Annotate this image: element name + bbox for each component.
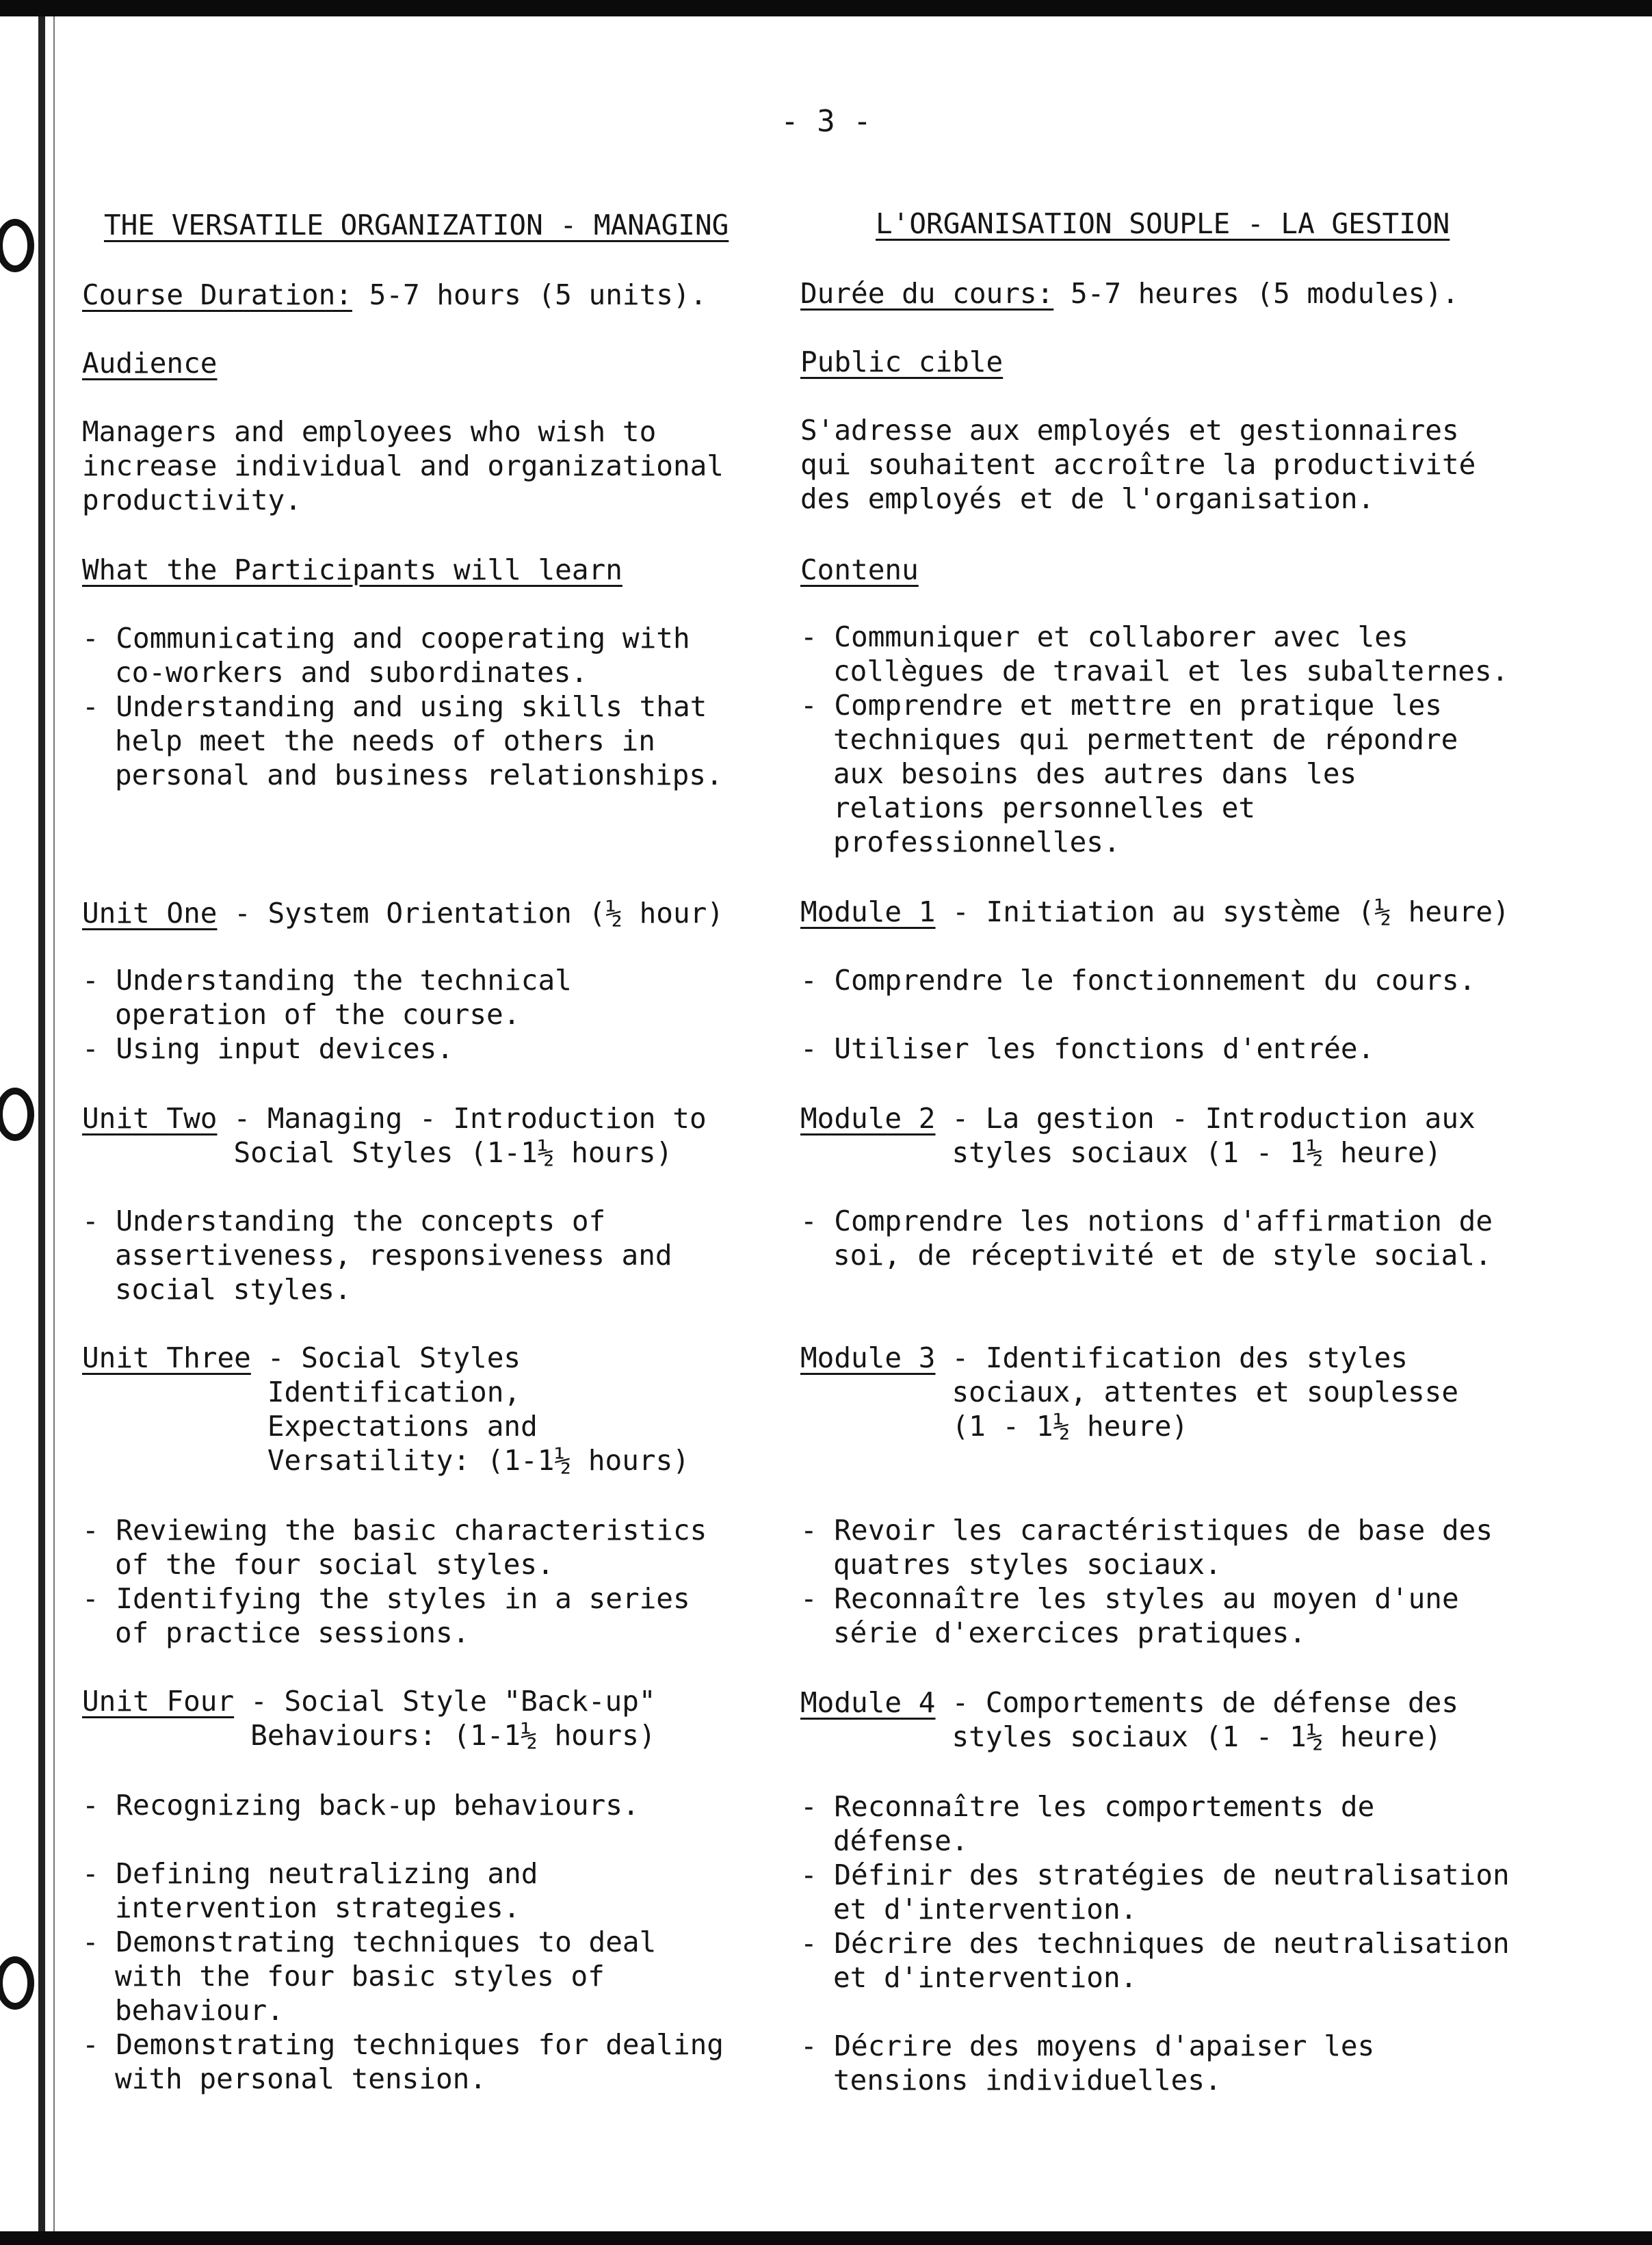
english-duration-value: 5-7 hours (5 units). [369, 278, 707, 311]
french-module-1-label: Module 1 [800, 895, 936, 928]
english-unit-one-heading [82, 896, 724, 930]
french-module-item: - Utiliser les fonctions d'entrée. [800, 1032, 1375, 1065]
french-module-item: - Comprendre le fonctionnement du cours. [800, 964, 1476, 997]
english-unit-item: - Understanding the concepts of assertiveness, responsiveness and social styles. [82, 1205, 672, 1306]
english-unit-item: - Recognizing back-up behaviours. [82, 1789, 640, 1822]
english-unit-item: - Reviewing the basic characteristics of the four social styles. [82, 1514, 707, 1581]
french-duration-label: Durée du cours: [800, 277, 1054, 310]
french-learn-item: - Comprendre et mettre en pratique les techniques qui permettent de répondre aux besoins des autres dans les relations personnelles et professionnelles. [800, 689, 1458, 858]
english-unit-item: - Understanding the technical operation of the course. [82, 964, 572, 1031]
english-course-title: THE VERSATILE ORGANIZATION - MANAGING [104, 209, 729, 241]
french-module-3-label: Module 3 [800, 1341, 936, 1374]
french-module-item: - Comprendre les notions d'affirmation de soi, de réceptivité et de style social. [800, 1205, 1493, 1272]
english-unit-item: - Demonstrating techniques to deal with the four basic styles of behaviour. [82, 1926, 657, 2027]
french-course-title: L'ORGANISATION SOUPLE - LA GESTION [876, 207, 1450, 240]
english-unit-item: - Identifying the styles in a series of practice sessions. [82, 1582, 690, 1649]
english-unit-four-label: Unit Four [82, 1685, 235, 1718]
scan-left-margin-line [53, 16, 55, 2231]
french-module-item: - Revoir les caractéristiques de base des quatres styles sociaux. [800, 1514, 1493, 1581]
french-audience-heading: Public cible [800, 345, 1004, 378]
french-module-item: - Décrire des moyens d'apaiser les tensions individuelles. [800, 2030, 1375, 2097]
french-module-2-title: - La gestion - Introduction aux styles sociaux (1 - 1½ heure) [952, 1102, 1476, 1169]
french-module-item: - Définir des stratégies de neutralisation et d'intervention. [800, 1859, 1510, 1926]
binder-hole-middle [0, 1088, 34, 1141]
french-module-item: - Décrire des techniques de neutralisation et d'intervention. [800, 1927, 1510, 1994]
english-duration [82, 278, 707, 312]
french-duration-value: 5-7 heures (5 modules). [1070, 277, 1459, 310]
french-module-4-label: Module 4 [800, 1686, 936, 1719]
english-unit-two-heading [82, 1101, 707, 1170]
french-module-1-heading [800, 895, 1510, 929]
french-module-item: - Reconnaître les styles au moyen d'une série d'exercices pratiques. [800, 1582, 1459, 1649]
english-unit-one-label: Unit One [82, 897, 218, 930]
english-unit-three-label: Unit Three [82, 1341, 251, 1374]
english-unit-two-title: - Managing - Introduction to Social Styles (1-1½ hours) [233, 1102, 707, 1169]
english-unit-four-title: - Social Style "Back-up" Behaviours: (1-1½ hours) [250, 1685, 656, 1752]
english-audience-heading: Audience [82, 347, 218, 380]
french-module-4-title: - Comportements de défense des styles sociaux (1 - 1½ heure) [952, 1686, 1459, 1753]
scan-top-edge [0, 0, 1652, 16]
french-module-2-label: Module 2 [800, 1102, 936, 1135]
french-module-4-heading [800, 1685, 1458, 1754]
english-unit-three-title: - Social Styles Identification, Expectations and Versatility: (1-1½ hours) [267, 1341, 690, 1477]
english-learn-item: - Understanding and using skills that help meet the needs of others in personal and business relationships. [82, 690, 723, 791]
english-unit-three-heading [82, 1341, 690, 1478]
french-module-3-title: - Identification des styles sociaux, attentes et souplesse (1 - 1½ heure) [952, 1341, 1459, 1443]
scan-bottom-edge [0, 2231, 1652, 2245]
english-learn-heading: What the Participants will learn [82, 553, 622, 586]
english-unit-item: - Using input devices. [82, 1032, 454, 1065]
french-module-3-heading [800, 1341, 1458, 1443]
english-unit-four-heading [82, 1684, 656, 1752]
english-unit-item: - Defining neutralizing and intervention strategies. [82, 1857, 538, 1924]
french-audience-text: S'adresse aux employés et gestionnaires qui souhaitent accroître la productivité des employés et de l'organisation. [800, 414, 1476, 515]
french-module-1-title: - Initiation au système (½ heure) [952, 895, 1510, 928]
english-duration-label: Course Duration: [82, 278, 352, 311]
english-unit-one-title: - System Orientation (½ hour) [234, 897, 724, 930]
english-unit-two-label: Unit Two [82, 1102, 218, 1135]
english-audience-text: Managers and employees who wish to increase individual and organizational productivity. [82, 415, 724, 516]
english-learn-item: - Communicating and cooperating with co-workers and subordinates. [82, 622, 690, 689]
page-number: - 3 - [781, 104, 871, 139]
french-learn-heading: Contenu [800, 553, 919, 586]
french-module-item: - Reconnaître les comportements de défense. [800, 1790, 1375, 1857]
french-duration [800, 276, 1459, 311]
french-module-2-heading [800, 1101, 1476, 1170]
french-learn-item: - Communiquer et collaborer avec les collègues de travail et les subalternes. [800, 620, 1509, 687]
binder-hole-top [0, 219, 34, 272]
scan-left-edge [38, 16, 45, 2231]
english-unit-item: - Demonstrating techniques for dealing with personal tension. [82, 2028, 724, 2095]
binder-hole-bottom [0, 1956, 34, 2010]
